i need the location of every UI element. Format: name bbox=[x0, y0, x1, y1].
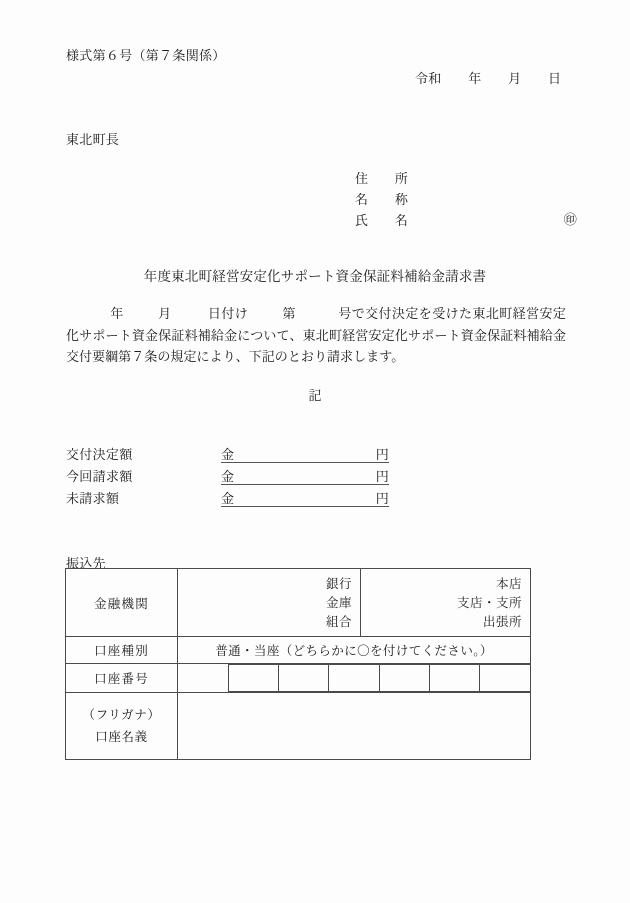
applicant-person-name-label: 氏 名 bbox=[355, 214, 409, 229]
body-year-label: 年 bbox=[110, 307, 124, 322]
seal-icon: ㊞ bbox=[563, 213, 577, 228]
applicant-org-name-row bbox=[355, 189, 585, 210]
account-number-digit-4[interactable] bbox=[329, 665, 379, 692]
branch-type-head-office: 本店 bbox=[495, 576, 522, 591]
amount-field-decided[interactable] bbox=[221, 444, 389, 463]
page-title: 年度東北町経営安定化サポート資金保証料補給金請求書 bbox=[143, 269, 487, 285]
branch-type-cell[interactable] bbox=[361, 569, 531, 637]
account-number-digit-3[interactable] bbox=[279, 665, 329, 692]
account-number-cells-wrapper bbox=[178, 664, 531, 693]
institution-type-bank: 銀行 bbox=[325, 576, 352, 591]
account-holder-name-label: 口座名義 bbox=[95, 729, 148, 744]
amount-label-unclaimed: 未請求額 bbox=[66, 492, 120, 507]
account-number-digit-7[interactable] bbox=[480, 665, 530, 692]
addressee: 東北町長 bbox=[66, 133, 120, 148]
account-number-label-cell: 口座番号 bbox=[66, 664, 178, 693]
amounts-section bbox=[66, 444, 466, 510]
amount-label-decided: 交付決定額 bbox=[66, 448, 133, 463]
account-type-label-cell: 口座種別 bbox=[66, 637, 178, 664]
table-row-institution bbox=[66, 569, 531, 637]
account-holder-value-cell[interactable] bbox=[178, 693, 531, 760]
yen-prefix-unclaimed: 金 bbox=[221, 492, 235, 507]
date-line: 令和 年 月 日 bbox=[415, 72, 562, 87]
yen-suffix-unclaimed: 円 bbox=[375, 492, 389, 507]
amount-row-decided bbox=[66, 444, 466, 466]
table-row-account-holder bbox=[66, 693, 531, 760]
body-day-label: 日付け bbox=[207, 307, 249, 322]
body-line1-rest: 号で交付決定を受けた東北町経営安定化サポー bbox=[66, 307, 566, 344]
table-row-account-type bbox=[66, 637, 531, 664]
yen-prefix-claim: 金 bbox=[221, 470, 235, 485]
applicant-person-name-row bbox=[355, 210, 585, 231]
yen-prefix-decided: 金 bbox=[221, 448, 235, 463]
institution-type-union: 組合 bbox=[325, 614, 352, 629]
branch-type-sub-office: 出張所 bbox=[482, 614, 522, 629]
account-number-digit-2[interactable] bbox=[228, 665, 278, 692]
body-line3: 規定により、下記のとおり請求します。 bbox=[170, 350, 405, 365]
applicant-org-name-label: 名 称 bbox=[355, 193, 409, 208]
institution-type-shinkin: 金庫 bbox=[325, 595, 352, 610]
account-number-digit-6[interactable] bbox=[429, 665, 479, 692]
account-number-digit-1[interactable] bbox=[178, 665, 228, 692]
amount-label-claim: 今回請求額 bbox=[66, 470, 133, 485]
bank-section-label: 振込先 bbox=[66, 557, 106, 572]
applicant-address-label: 住 所 bbox=[355, 172, 409, 187]
bank-transfer-table bbox=[65, 568, 531, 760]
amount-field-unclaimed[interactable] bbox=[221, 488, 389, 507]
applicant-block bbox=[355, 168, 585, 231]
amount-row-unclaimed bbox=[66, 488, 466, 510]
body-line2: ト資金保証料補給金について、東北町経営安定化サポート資金保証料補給金交付要綱第７条の bbox=[66, 328, 566, 365]
account-number-digit-5[interactable] bbox=[379, 665, 429, 692]
institution-type-cell[interactable] bbox=[178, 569, 361, 637]
yen-suffix-decided: 円 bbox=[375, 448, 389, 463]
branch-type-branch: 支店・支所 bbox=[456, 595, 522, 610]
body-number-label: 第 bbox=[282, 307, 296, 322]
ki-marker: 記 bbox=[308, 389, 322, 404]
form-number: 様式第６号（第７条関係） bbox=[66, 49, 226, 64]
amount-row-claim bbox=[66, 466, 466, 488]
amount-field-claim[interactable] bbox=[221, 466, 389, 485]
body-month-label: 月 bbox=[157, 307, 172, 322]
body-paragraph bbox=[66, 304, 566, 369]
applicant-address-row bbox=[355, 168, 585, 189]
yen-suffix-claim: 円 bbox=[375, 470, 389, 485]
table-row-account-number bbox=[66, 664, 531, 693]
account-holder-furigana-label: （フリガナ） bbox=[82, 707, 161, 722]
account-holder-label-cell bbox=[66, 693, 178, 760]
account-type-value-cell[interactable]: 普通・当座（どちらかに〇を付けてください。） bbox=[178, 637, 531, 664]
institution-label-cell: 金融機関 bbox=[66, 569, 178, 637]
